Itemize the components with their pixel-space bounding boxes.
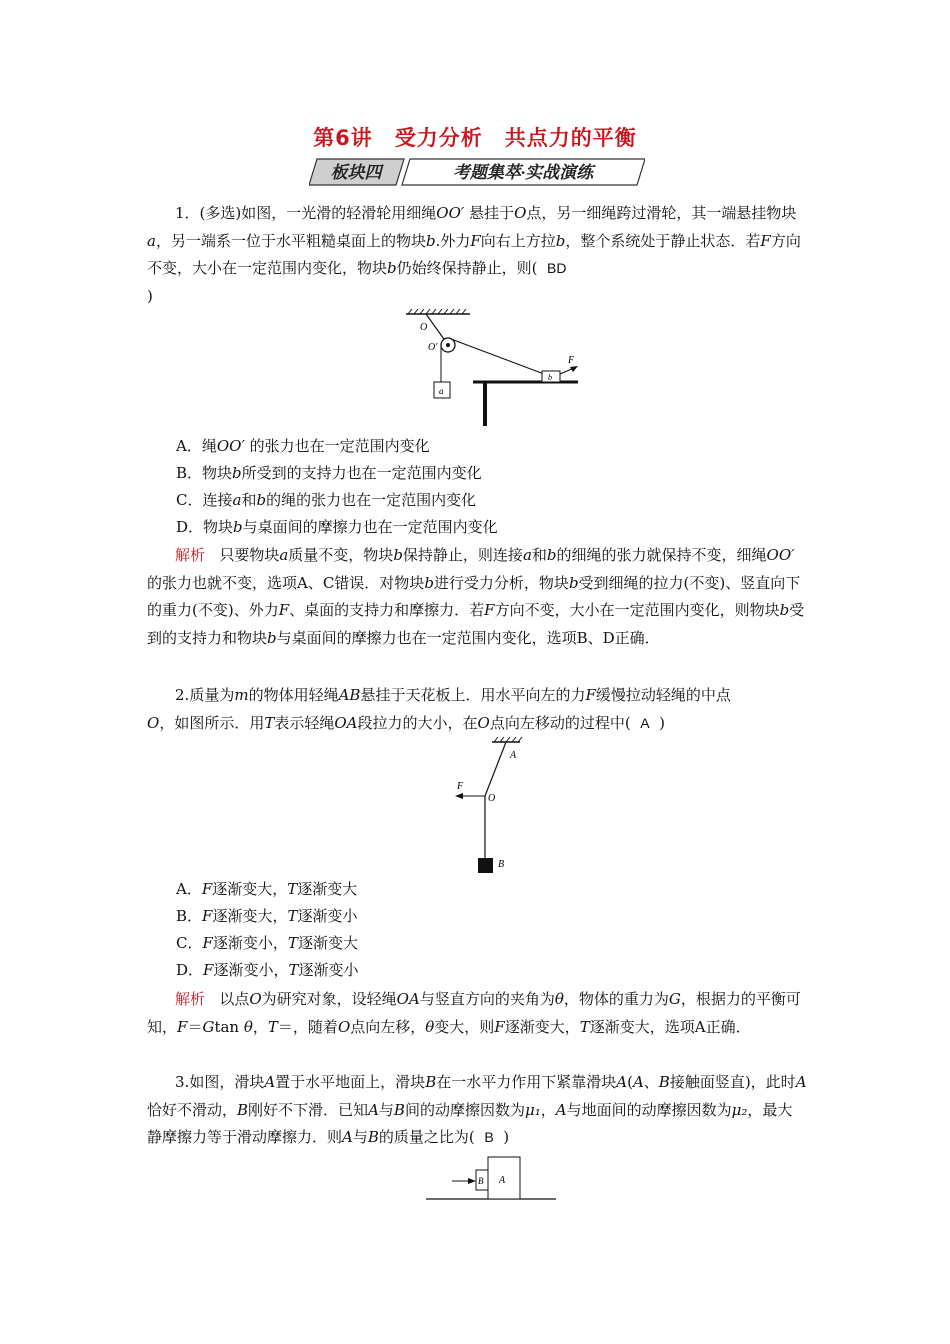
svg-text:B: B bbox=[498, 859, 505, 870]
svg-text:O′: O′ bbox=[428, 342, 438, 353]
question-1-text: 1．(多选)如图，一光滑的轻滑轮用细绳OO′ 悬挂于O点，另一细绳跨过滑轮，其一端悬挂物块a，另一端系一位于水平粗糙桌面上的物块b.外力F向右上方拉b，整个系统处于静止状态．若F方向不变，大小在一定范围内变化，物块b仍始终保持静止，则( BD ) bbox=[147, 204, 801, 305]
svg-text:b: b bbox=[548, 373, 552, 382]
q2-option-a: A．F逐渐变大，T逐渐变大 bbox=[176, 880, 358, 898]
q2-option-c: C．F逐渐变小，T逐渐变大 bbox=[176, 934, 358, 952]
answer-2: A bbox=[640, 714, 650, 731]
analysis-label: 解析 bbox=[175, 546, 206, 564]
page-title: 第6讲 受力分析 共点力的平衡 bbox=[313, 126, 637, 150]
figure-pulley-system bbox=[398, 308, 588, 428]
question-3-text: 3.如图，滑块A置于水平地面上，滑块B在一水平力作用下紧靠滑块A(A、B接触面竖直)，此时A恰好不滑动，B刚好不下滑．已知A与B间的动摩擦因数为μ₁，A与地面间的动摩擦因数为μ₂，最大静摩擦力等于滑动摩擦力．则A与B的质量之比为( B ) bbox=[147, 1073, 807, 1146]
svg-text:O: O bbox=[488, 793, 496, 804]
answer-1: BD bbox=[547, 260, 567, 276]
q2-option-b: B．F逐渐变大，T逐渐变小 bbox=[176, 907, 358, 925]
q1-option-d: D．物块b与桌面间的摩擦力也在一定范围内变化 bbox=[176, 518, 498, 536]
q1-option-c: C．连接a和b的绳的张力也在一定范围内变化 bbox=[176, 491, 477, 509]
svg-text:F: F bbox=[457, 781, 464, 792]
analysis-label: 解析 bbox=[175, 990, 206, 1008]
q1-option-b: B．物块b所受到的支持力也在一定范围内变化 bbox=[176, 464, 482, 482]
svg-text:O: O bbox=[420, 322, 428, 333]
svg-text:F: F bbox=[568, 355, 575, 366]
q2-option-d: D．F逐渐变小，T逐渐变小 bbox=[176, 961, 359, 979]
answer-3: B bbox=[484, 1129, 494, 1145]
section-banner bbox=[309, 158, 645, 186]
figure-blocks bbox=[426, 1155, 558, 1205]
svg-text:B: B bbox=[478, 1176, 484, 1186]
q2-analysis: 解析 以点O为研究对象，设轻绳OA与竖直方向的夹角为θ，物体的重力为G，根据力的平衡可知，F＝Gtan θ，T＝，随着O点向左移，θ变大，则F逐渐变大，T逐渐变大，选项A正确． bbox=[147, 990, 801, 1036]
q1-analysis: 解析 只要物块a质量不变，物块b保持静止，则连接a和b的细绳的张力就保持不变，细绳OO′ 的张力也就不变，选项A、C错误．对物块b进行受力分析，物块b受到细绳的拉力(不变)、竖直向下的重力(不变)、外力F、桌面的支持力和摩擦力．若F方向不变，大小在一定范围内变化，则物块b受到的支持力和物块b与桌面间的摩擦力也在一定范围内变化，选项B、D正确． bbox=[147, 546, 805, 647]
question-2-text: 2.质量为m的物体用轻绳AB悬挂于天花板上．用水平向左的力F缓慢拉动轻绳的中点 O，如图所示．用T表示轻绳OA段拉力的大小，在O点向左移动的过程中( A ) bbox=[147, 686, 731, 732]
q1-option-a: A．绳OO′ 的张力也在一定范围内变化 bbox=[176, 437, 430, 455]
svg-text:A: A bbox=[499, 1175, 506, 1186]
figure-rope-weight bbox=[448, 734, 528, 876]
svg-text:a: a bbox=[439, 386, 444, 396]
banner-left-text: 板块四 bbox=[330, 163, 382, 182]
banner-right-text: 考题集萃·实战演练 bbox=[452, 163, 594, 182]
svg-text:A: A bbox=[510, 750, 517, 761]
